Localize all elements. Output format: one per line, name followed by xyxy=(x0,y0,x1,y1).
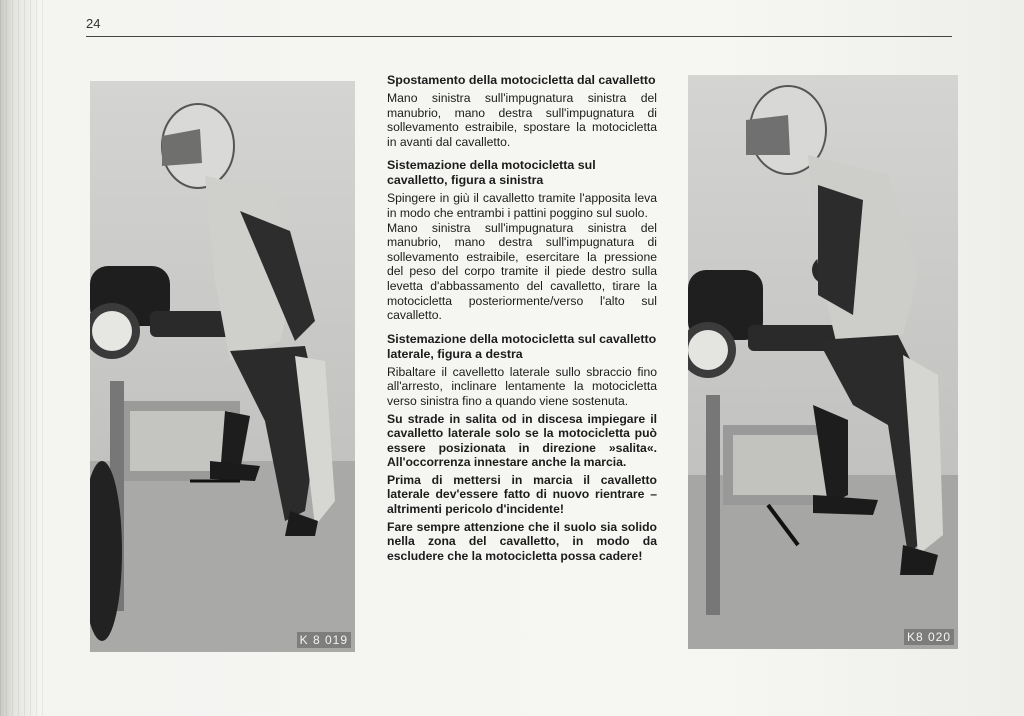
page-number: 24 xyxy=(86,16,101,31)
figure-code-left: K 8 019 xyxy=(297,632,351,648)
photo-right-illustration xyxy=(688,75,958,649)
section-3-heading: Sistemazione della motocicletta sul cavalletto laterale, figura a destra xyxy=(387,331,657,361)
photo-left-illustration xyxy=(90,81,355,652)
section-1 xyxy=(387,73,657,149)
photo-right xyxy=(688,75,958,649)
figure-code-right: K8 020 xyxy=(904,629,954,645)
section-3 xyxy=(387,332,657,564)
warning-uphill: Su strade in salita od in discesa impiegare il cavalletto laterale solo se la motocicletta può essere posizionata in direzione »salita«. All'occorrenza innestare anche la marcia. xyxy=(387,411,657,470)
section-2 xyxy=(387,158,657,322)
section-2-heading: Sistemazione della motocicletta sul cavalletto, figura a sinistra xyxy=(387,158,596,188)
section-3-paragraph-1: Ribaltare il cavelletto laterale sullo sbraccio fino all'arresto, inclinare lentamente la motocicletta verso sinistra fino a quando viene sostenuta. xyxy=(387,364,657,408)
section-2-paragraph-2: Mano sinistra sull'impugnatura sinistra del manubrio, mano destra sull'impugnatura di sollevamento estraibile, esercitare la pressione del peso del corpo tramite il piede destro sulla levetta d'abbassamento del cavalletto, tirare la motocicletta posteriormente/verso l'alto sul cavalletto. xyxy=(387,220,657,323)
page-edge-shadow xyxy=(0,0,48,716)
instructions-column xyxy=(387,73,657,566)
section-2-paragraph-1: Spingere in giù il cavalletto tramite l'apposita leva in modo che entrambi i pattini poggino sul suolo. xyxy=(387,191,657,220)
header-rule xyxy=(86,36,952,37)
section-1-paragraph-1: Mano sinistra sull'impugnatura sinistra del manubrio, mano destra sull'impugnatura di sollevamento estraibile, spostare la motocicletta in avanti dal cavalletto. xyxy=(387,91,657,149)
photo-left xyxy=(90,81,355,652)
section-1-heading: Spostamento della motocicletta dal cavalletto xyxy=(387,73,656,87)
warning-solid-ground: Fare sempre attenzione che il suolo sia solido nella zona del cavalletto, in modo da escludere che la motocicletta possa cadere! xyxy=(387,519,657,563)
warning-retract-stand: Prima di mettersi in marcia il cavalletto laterale dev'essere fatto di nuovo rientrare – altrimenti pericolo d'incidente! xyxy=(387,472,657,517)
